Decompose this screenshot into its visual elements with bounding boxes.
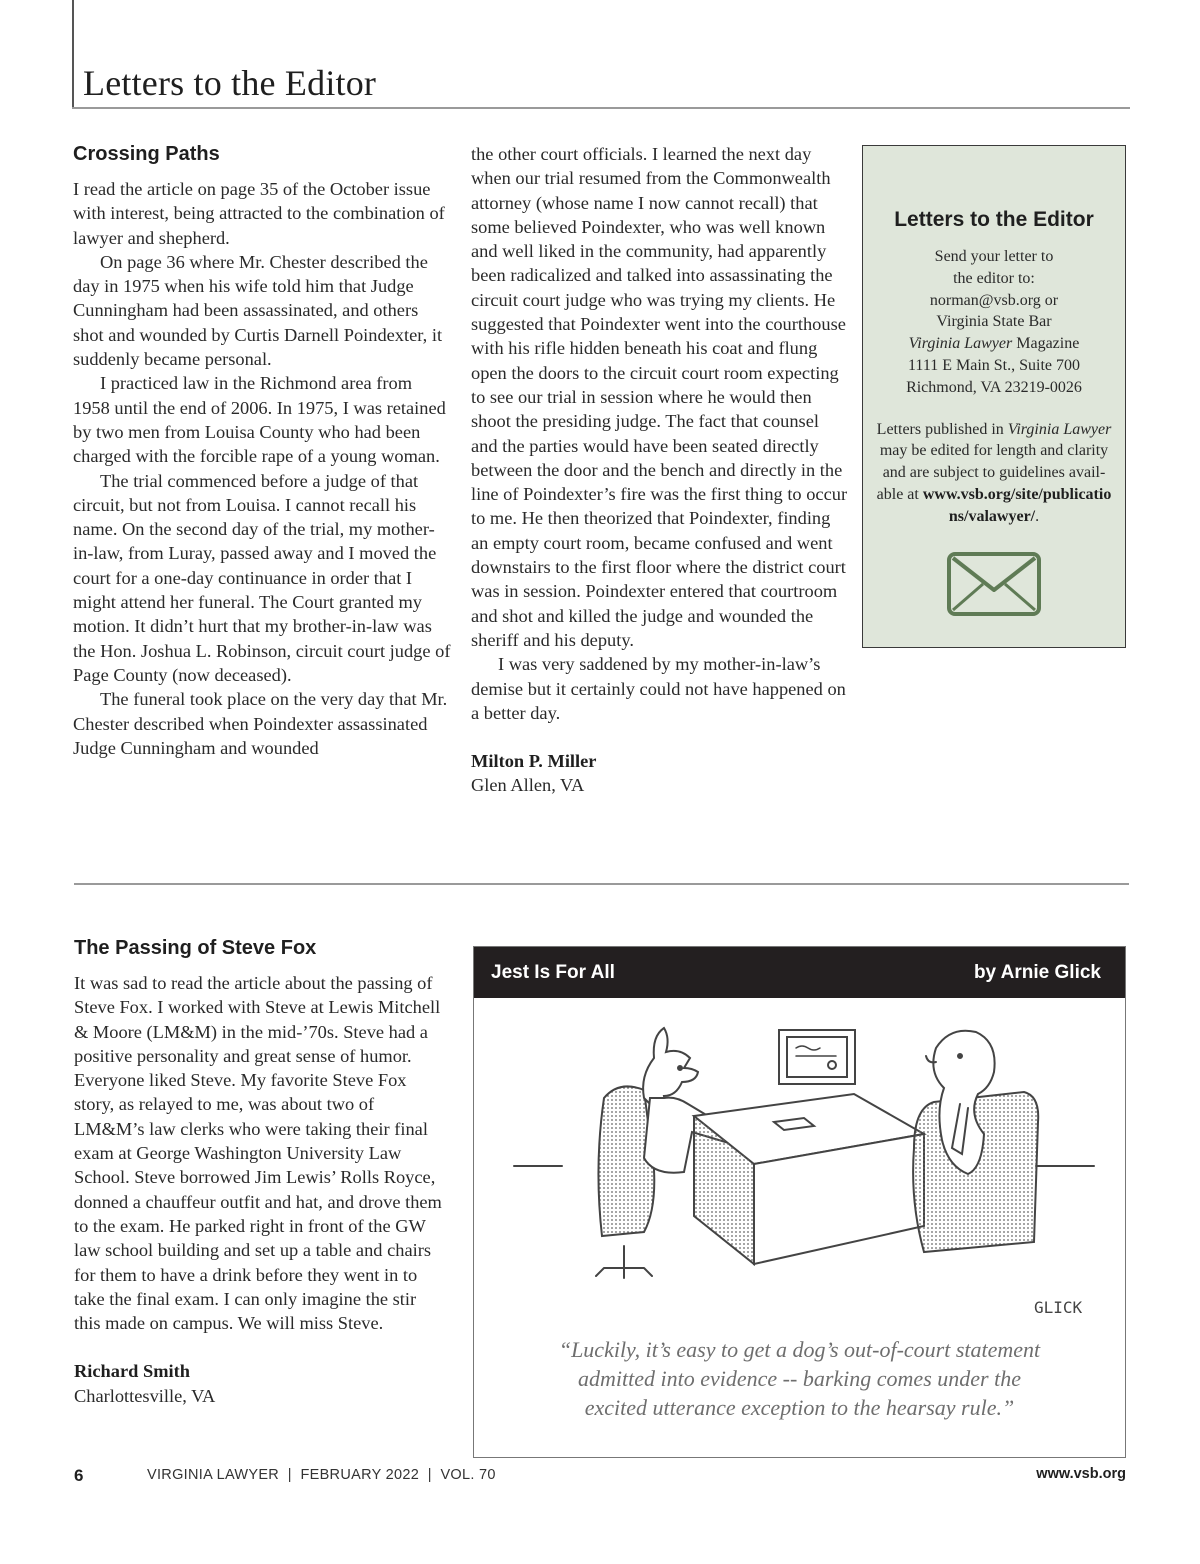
page-title: Letters to the Editor [83, 63, 377, 103]
sidebar-title: Letters to the Editor [894, 208, 1094, 231]
sidebar-note-text: Letters published in [876, 420, 1008, 438]
letter1-column-2 [471, 142, 849, 798]
cartoon-artist-signature: GLICK [1034, 1298, 1083, 1317]
header-vertical-rule [72, 0, 74, 108]
sidebar-line: 1111 E Main St., Suite 700 [908, 356, 1080, 374]
cartoon-author: by Arnie Glick [973, 961, 1101, 983]
sidebar-note-text: . [1035, 507, 1040, 525]
sidebar-email[interactable]: norman@vsb.org or [929, 291, 1059, 309]
letter-heading-crossing-paths: Crossing Paths [73, 143, 220, 165]
letter-heading-steve-fox: The Passing of Steve Fox [74, 937, 317, 959]
cartoon-header [474, 947, 1125, 998]
letter1-paragraph: the other court officials. I learned the next day when our trial resumed from the Commonwealth attorney (whose name I now cannot recall) that some believed Poindexter, who was well known and well liked in the community, had apparently been radicalized and talked into assassinating the circuit court judge who was trying my clients. He suggested that Poindexter went into the courthouse with his rifle hidden beneath his coat and flung open the doors to the circuit court room expecting to see our trial in session where he would then shoot the presiding judge. The fact that counsel and the parties would have been seated directly between the door and the bench and directly in the line of Poindexter’s fire was the first thing to occur to me. He then theorized that Poindexter, finding an empty court room, became confused and went downstairs to the first floor where the district court was in session. Poindexter entered that courtroom and shot and killed the judge and wounded the sheriff and his deputy. [471, 144, 848, 650]
sidebar-magazine-suffix: Magazine [1012, 335, 1080, 353]
sidebar-note [863, 419, 1125, 528]
sidebar-line: Send your letter to [934, 248, 1054, 265]
cartoon-panel [473, 946, 1126, 1458]
letter2-column [74, 971, 446, 1408]
sidebar-line: Richmond, VA 23219-0026 [906, 378, 1082, 396]
sidebar-line: the editor to: [953, 269, 1035, 287]
sidebar-line: Virginia State Bar [936, 313, 1052, 331]
sidebar-magazine-name: Virginia Lawyer [908, 335, 1013, 353]
letter1-paragraph: I practiced law in the Richmond area from 1958 until the end of 2006. In 1975, I was retained by two men from Louisa County who had been charged with the forcible rape of a young woman. [73, 373, 446, 467]
letter1-signature-place: Glen Allen, VA [471, 775, 585, 796]
letter1-signature-name: Milton P. Miller [471, 751, 597, 772]
caption-line: “Luckily, it’s easy to get a dog’s out-of-court statement [558, 1337, 1041, 1362]
sidebar-note-magazine: Virginia Lawyer [1007, 420, 1112, 438]
cartoon-illustration [474, 998, 1125, 1333]
letter2-signature-place: Charlottesville, VA [74, 1385, 216, 1406]
letter1-column-1 [73, 177, 451, 760]
caption-line: excited utterance exception to the hearsay rule.” [584, 1395, 1015, 1420]
section-divider [74, 883, 1129, 885]
letter1-paragraph: I was very saddened by my mother-in-law’s demise but it certainly could not have happened on a better day. [471, 654, 846, 723]
sidebar-note-text: may be edited for length and clarity and are subject to guidelines avail-able at [876, 442, 1109, 503]
website-link[interactable]: www.vsb.org [1036, 1466, 1126, 1482]
caption-line: admitted into evidence -- barking comes under the [578, 1366, 1021, 1391]
header-divider [72, 107, 1130, 109]
letter1-paragraph: I read the article on page 35 of the October issue with interest, being attracted to the combination of lawyer and shepherd. [73, 179, 445, 248]
letter2-signature-name: Richard Smith [74, 1361, 190, 1382]
sidebar-url-link[interactable]: www.vsb.org/site/publications/valawyer/ [922, 485, 1112, 525]
sidebar-address [863, 246, 1125, 399]
letters-sidebar [862, 145, 1126, 648]
letter1-paragraph: The trial commenced before a judge of that circuit, but not from Louisa. I cannot recall his name. On the second day of the trial, my mother-in-law, from Luray, passed away and I moved the court for a one-day continuance in order that I might attend her funeral. The Court granted my motion. It didn’t hurt that my brother-in-law was the Hon. Joshua L. Robinson, circuit court judge of Page County (now deceased). [73, 470, 451, 685]
envelope-icon [863, 550, 1125, 623]
page-number: 6 [74, 1466, 84, 1485]
publication-info: VIRGINIA LAWYER | FEBRUARY 2022 | VOL. 70 [147, 1467, 496, 1483]
sidebar-line [863, 333, 1125, 355]
letter2-paragraph: It was sad to read the article about the passing of Steve Fox. I worked with Steve at Lewis Mitchell & Moore (LM&M) in the mid-’70s. Steve had a positive personality and great sense of humor. Everyone liked Steve. My favorite Steve Fox story, as relayed to me, was about two of LM&M’s law clerks who were taking their final exam at George Washington University Law School. Steve borrowed Jim Lewis’ Rolls Royce, donned a chauffeur outfit and hat, and drove them to the exam. He parked right in front of the GW law school building and set up a table and chairs for them to have a drink before they went in to take the final exam. I can only imagine the stir this made on campus. We will miss Steve. [74, 973, 442, 1334]
cartoon-caption [474, 1335, 1125, 1422]
letter1-paragraph: On page 36 where Mr. Chester described the day in 1975 when his wife told him that Judge Cunningham had been assassinated, and others shot and wounded by Curtis Darnell Poindexter, it suddenly became personal. [73, 251, 443, 370]
letter1-paragraph: The funeral took place on the very day that Mr. Chester described when Poindexter assassinated Judge Cunningham and wounded [73, 689, 448, 758]
cartoon-series-title: Jest Is For All [491, 961, 615, 983]
